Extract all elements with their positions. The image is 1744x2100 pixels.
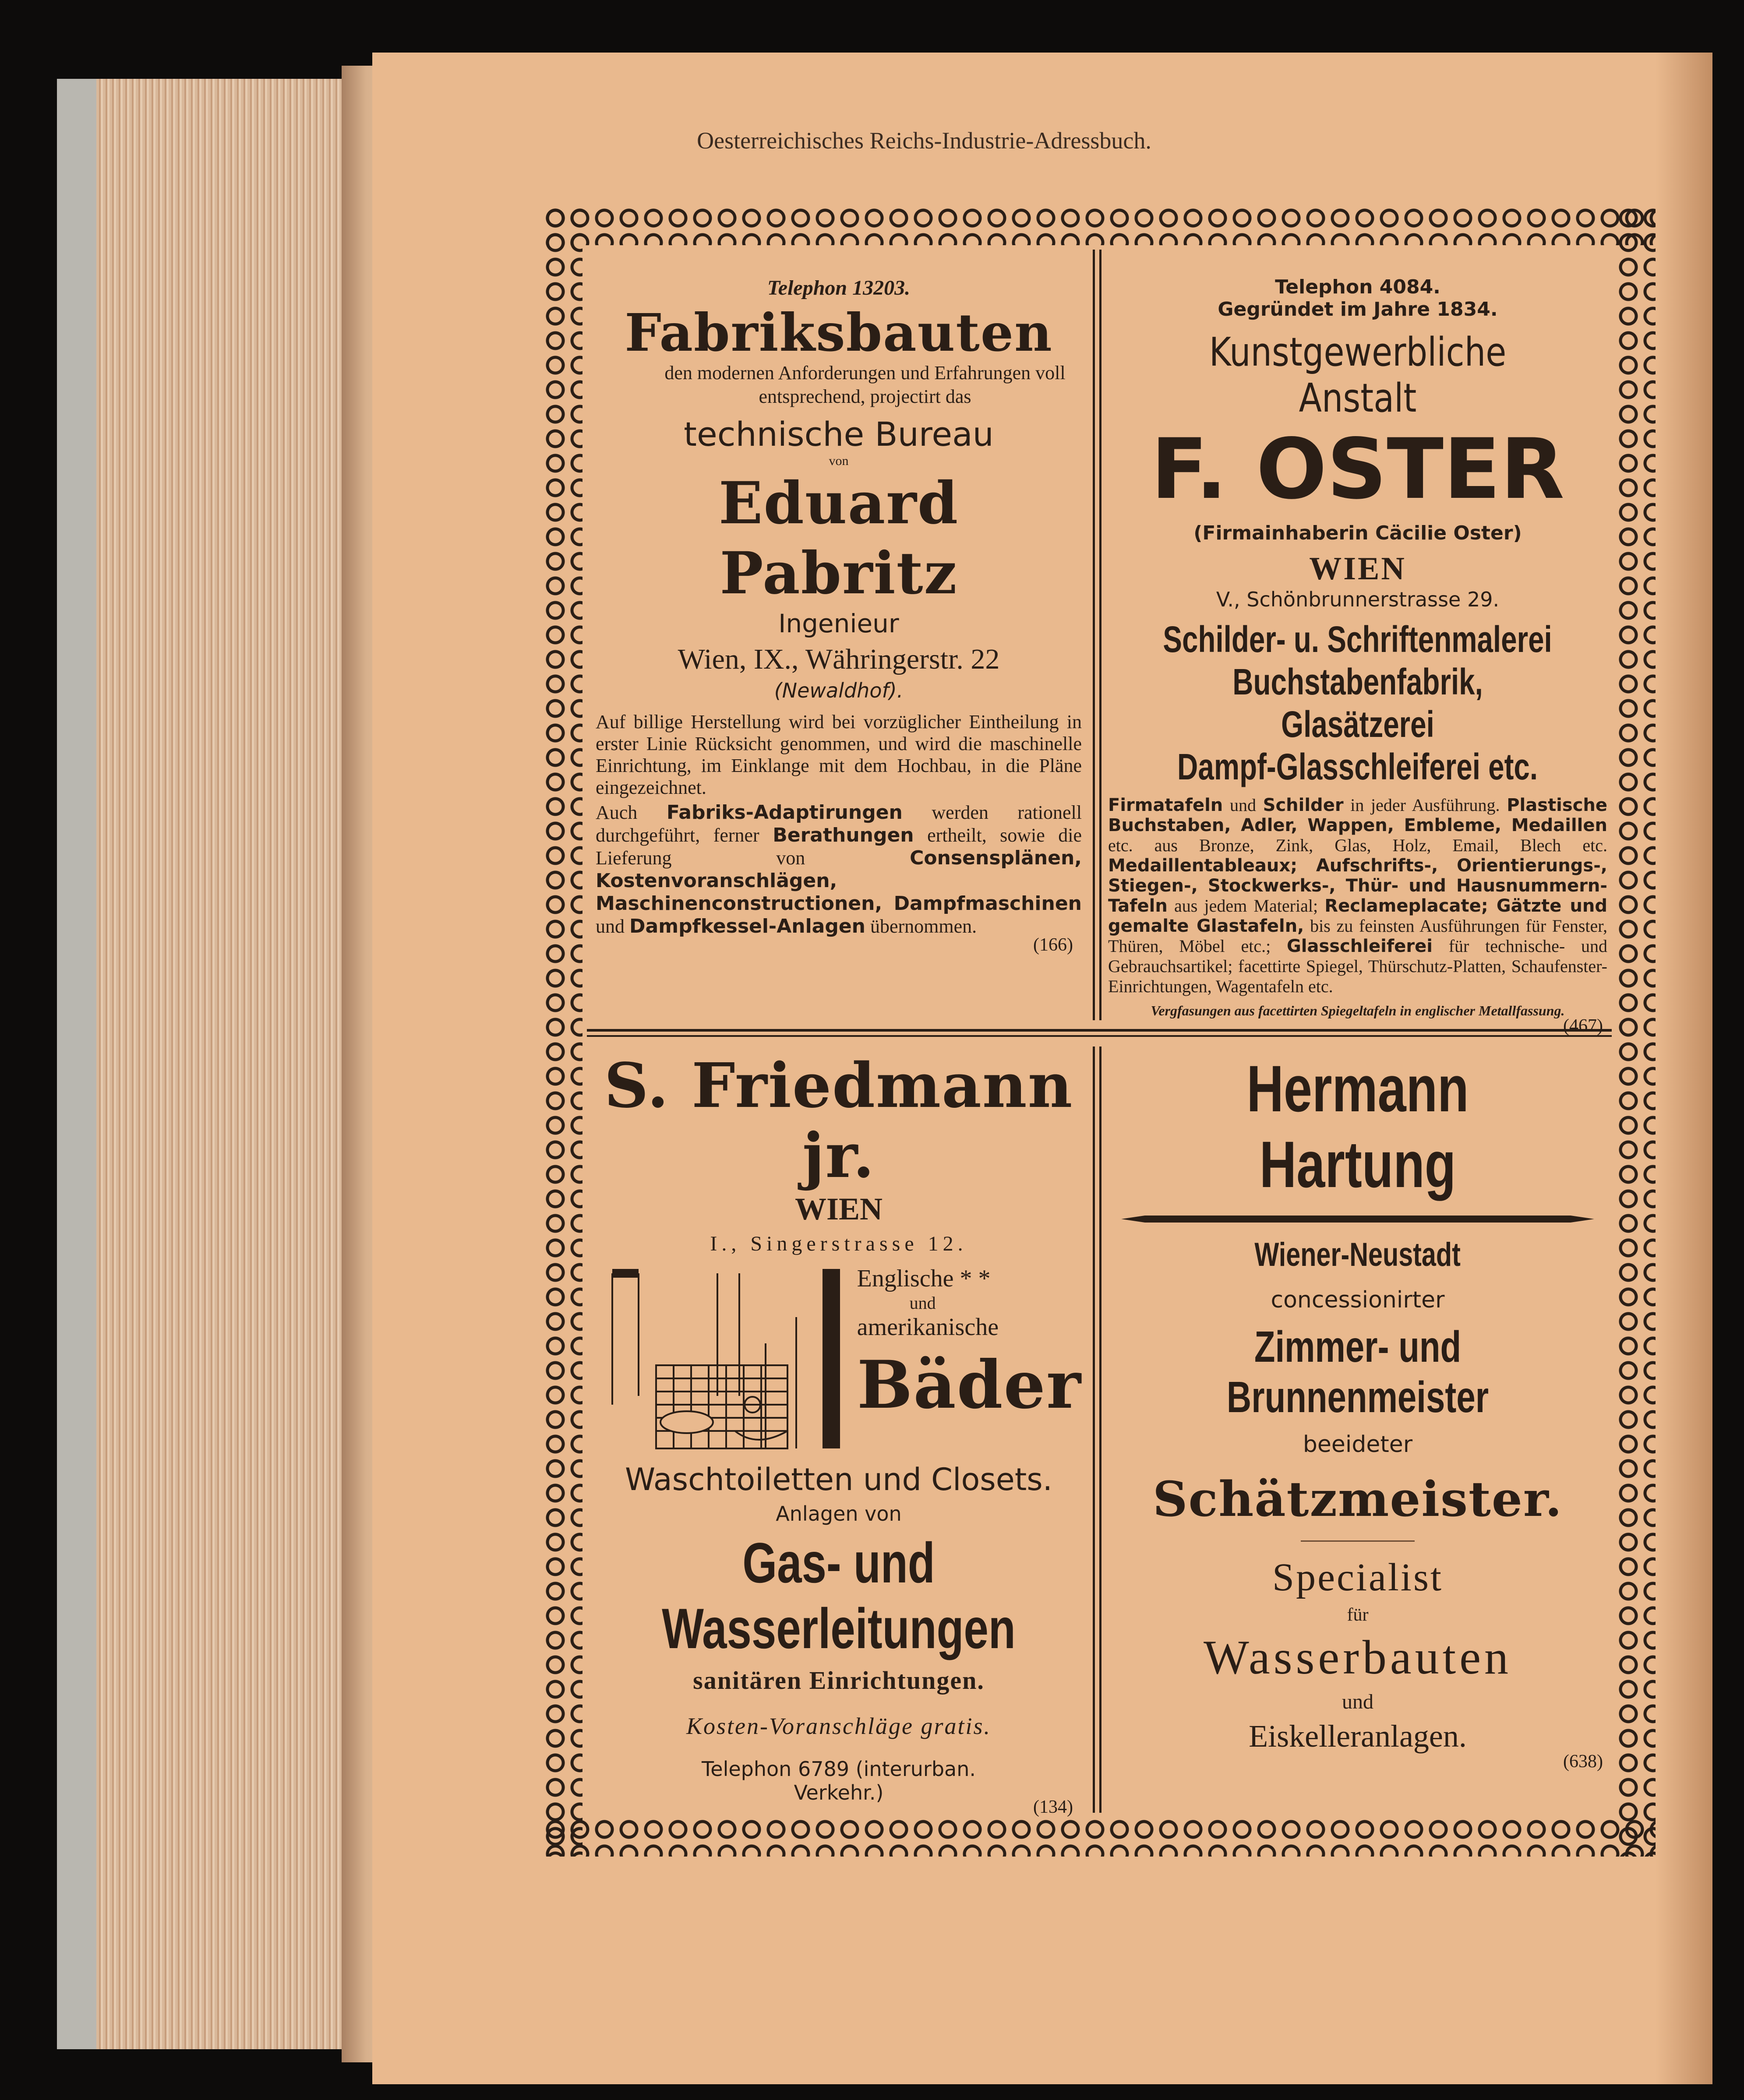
running-head: Oesterreichisches Reichs-Industrie-Adressbuch. (697, 127, 1151, 154)
ad2-line2: Buchstabenfabrik, Glasätzerei (1232, 661, 1483, 745)
ornamental-border-bottom (543, 1817, 1656, 1857)
ad1-title: Ingenieur (778, 609, 899, 638)
ad2-text: etc. aus Bronze, Zink, Glas, Holz, Email, Blech etc. (1108, 835, 1607, 855)
ad4-appraiser: Schätzmeister. (1153, 1471, 1563, 1527)
ad2-emph: Schilder (1263, 795, 1344, 815)
ad1-para1: Auf billige Herstellung wird bei vorzüglicher Eintheilung in erster Linie Rücksicht genommen, und wird die maschinelle Einrichtung, im Einklange mit dem Hochbau, in die Pläne eingezeichnet. (596, 711, 1082, 798)
ad2-footer: Vergfasungen aus facettirten Spiegeltafeln in englischer Metallfassung. (1151, 1003, 1565, 1018)
ad3-address: I., Singerstrasse 12. (710, 1232, 967, 1255)
ad1-text: werden rationell durchgeführt, ferner (596, 802, 1082, 846)
ad3-line1: Englische * * (857, 1265, 991, 1292)
ad4-sworn: beeideter (1303, 1431, 1413, 1458)
ad1-bureau: technische Bureau (684, 415, 994, 454)
ad1-emph: Consensplänen, Kostenvoranschlägen, Maschinenconstructionen, Dampfmaschinen (596, 847, 1082, 915)
ad2-text: in jeder Ausführung. (1350, 795, 1500, 815)
ornamental-border-left (543, 206, 583, 1857)
advert-oster (1108, 276, 1608, 1036)
ad3-telephone2: Verkehr.) (794, 1781, 884, 1804)
ad2-emph: Reclameplacate; Gätzte und gemalte Glastafeln, (1108, 896, 1608, 936)
ad2-type: Kunstgewerbliche Anstalt (1209, 329, 1507, 421)
ad1-emph: Dampfkessel-Anlagen (629, 915, 865, 937)
ad1-text: Auch (596, 802, 638, 823)
ad3-name: S. Friedmann jr. (604, 1050, 1073, 1192)
column-divider-bottom (1093, 1046, 1101, 1813)
advert-friedmann (596, 1050, 1082, 1817)
ad1-emph: Berathungen (773, 824, 914, 846)
ad4-wasserbauten: Wasserbauten (1203, 1631, 1512, 1684)
ad2-emph: Firmatafeln (1108, 795, 1223, 815)
advert-grid (587, 250, 1612, 1817)
ad2-text: für technische- und Gebrauchsartikel; facettirte Spiegel, Thürschutz-Platten, Schaufenster-Einrichtungen, Wagentafeln etc. (1108, 936, 1607, 996)
ad4-ref: (638) (1563, 1751, 1603, 1772)
ornamental-border-right (1616, 206, 1656, 1857)
bathroom-illustration (604, 1265, 840, 1453)
ad1-name: Eduard Pabritz (718, 469, 959, 607)
ad1-text: übernommen. (870, 916, 977, 937)
ad3-line3: amerikanische (857, 1314, 999, 1341)
ad3-line2: und (909, 1293, 936, 1313)
ad2-text: und (1229, 795, 1256, 815)
ad2-body (1108, 795, 1607, 997)
ad2-city: WIEN (1309, 551, 1406, 587)
ad2-line1: Schilder- u. Schriftenmalerei (1163, 619, 1553, 660)
advert-hartung (1108, 1051, 1607, 1772)
ad2-text: aus jedem Material; (1174, 896, 1318, 916)
ad3-telephone1: Telephon 6789 (interurban. (702, 1757, 976, 1781)
ad1-intro: den modernen Anforderungen und Erfahrungen voll entsprechend, projectirt das (664, 362, 1066, 407)
ad4-eiskeller: Eiskelleranlagen. (1249, 1719, 1467, 1754)
ad1-address: Wien, IX., Währingerstr. 22 (678, 643, 1000, 675)
ad2-ref: (467) (1563, 1016, 1603, 1036)
ad4-und: und (1342, 1690, 1373, 1713)
ad3-waschtoiletten: Waschtoiletten und Closets. (625, 1462, 1053, 1497)
ad3-baeder: Bäder (857, 1346, 1082, 1423)
page-shade (1656, 53, 1712, 2084)
ad4-city: Wiener-Neustadt (1254, 1236, 1461, 1273)
ad3-gas: Gas- und Wasserleitungen (662, 1531, 1016, 1660)
ad4-divider (1301, 1540, 1415, 1542)
ad4-trade: Zimmer- und Brunnenmeister (1226, 1322, 1489, 1422)
ad3-city: WIEN (794, 1191, 883, 1226)
ad4-fuer: für (1347, 1605, 1369, 1625)
ornamental-border-top (543, 206, 1656, 245)
ad2-emph: Plastische Buchstaben, Adler, Wappen, Embleme, Medaillen (1108, 795, 1608, 835)
ad4-concession: concessionirter (1271, 1287, 1445, 1313)
ad4-rule (1121, 1216, 1594, 1223)
ad1-headline: Fabriksbauten (625, 302, 1053, 363)
book-page-edges (57, 79, 372, 2049)
ad2-line3: Dampf-Glasschleiferei etc. (1177, 746, 1538, 787)
ad2-text: bis zu feinsten Ausführungen für Fenster, Thüren, Möbel etc.; (1108, 916, 1607, 956)
column-divider-top (1093, 250, 1101, 1020)
ad2-emph: Medaillentableaux; Aufschrifts-, Orientierungs-, Stiegen-, Stockwerks-, Thür- und Hausnummern-Tafeln (1108, 856, 1607, 916)
ad3-sanitaer: sanitären Einrichtungen. (693, 1666, 985, 1695)
ad2-telephone: Telephon 4084. (1275, 276, 1440, 298)
ad2-emph: Glasschleiferei (1286, 936, 1433, 956)
advert-pabritz (596, 276, 1082, 955)
row-divider (587, 1029, 1612, 1037)
ad1-von: von (829, 454, 849, 468)
ad1-text: ertheilt, sowie die Lieferung von (596, 824, 1082, 869)
ad2-owner: (Firmainhaberin Cäcilie Oster) (1193, 522, 1522, 544)
ad1-para2 (596, 801, 1082, 938)
ad3-ref: (134) (1033, 1797, 1073, 1817)
ad4-specialist: Specialist (1272, 1556, 1443, 1599)
ad4-name: Hermann Hartung (1246, 1052, 1469, 1201)
ad1-district: (Newaldhof). (774, 679, 904, 702)
ad3-kosten: Kosten-Voranschläge gratis. (686, 1713, 991, 1739)
ad1-emph: Fabriks-Adaptirungen (666, 801, 903, 824)
ad1-text: und (596, 916, 625, 937)
ad1-ref: (166) (1033, 935, 1073, 955)
ad3-anlagen: Anlagen von (776, 1502, 902, 1526)
ad1-telephone: Telephon 13203. (767, 276, 911, 299)
ad2-address: V., Schönbrunnerstrasse 29. (1216, 588, 1500, 611)
ad2-name: F. OSTER (1151, 421, 1565, 518)
ad2-founded: Gegründet im Jahre 1834. (1218, 298, 1498, 321)
